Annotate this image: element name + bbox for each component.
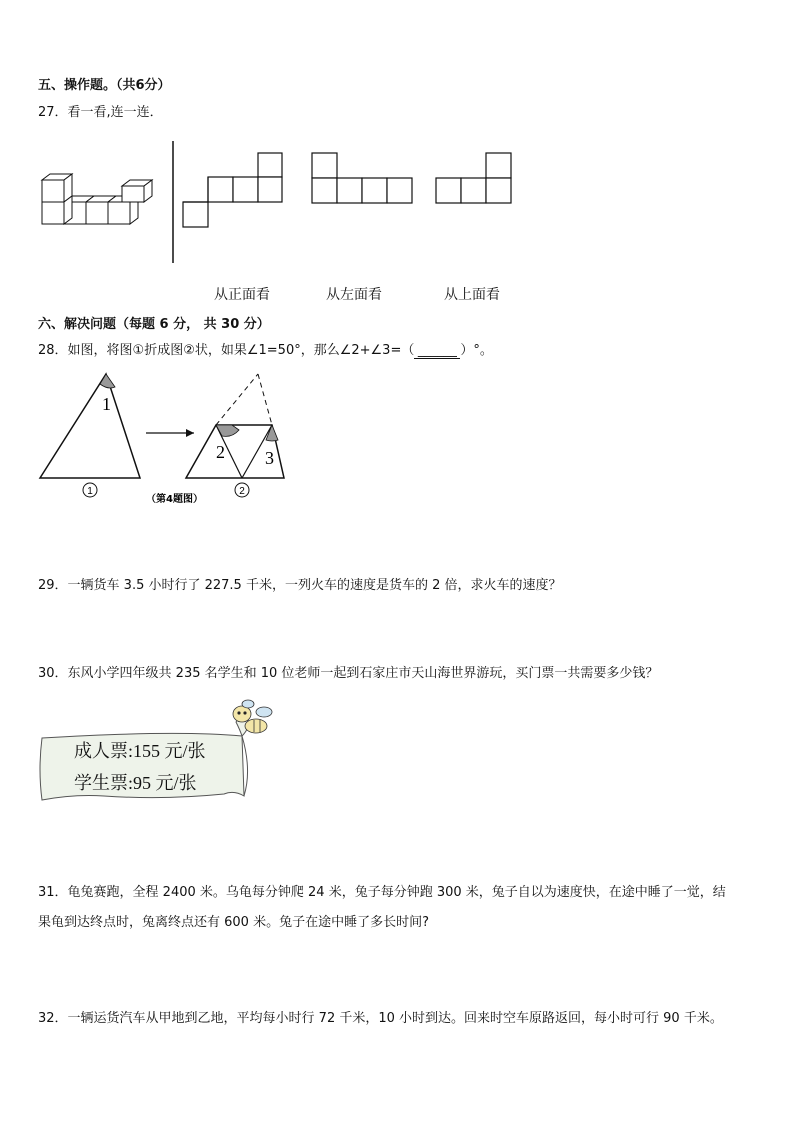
question-31-line-2: 果龟到达终点时，兔离终点还有 600 米。兔子在途中睡了多长时间? bbox=[38, 915, 429, 930]
cube-stack-figure bbox=[38, 172, 158, 232]
answer-blank[interactable]: ______ bbox=[414, 344, 460, 359]
angle-3-label: 3 bbox=[265, 448, 274, 468]
section-5-heading: 五、操作题。（共6分） bbox=[38, 78, 171, 93]
angle-1-label: 1 bbox=[102, 394, 111, 414]
question-28-prefix: 28．如图，将图①折成图②状，如果∠1=50°，那么∠2+∠3=（ bbox=[38, 343, 415, 358]
figure-2-mark: 2 bbox=[239, 486, 245, 497]
section-6-heading: 六、解决问题（每题 6 分， 共 30 分） bbox=[38, 317, 270, 332]
question-27-text: 27．看一看,连一连． bbox=[38, 105, 163, 120]
question-32-text: 32．一辆运货汽车从甲地到乙地，平均每小时行 72 千米，10 小时到达。回来时空车原路返回，每小时可行 90 千米。 bbox=[38, 1011, 723, 1026]
view-grid-a bbox=[182, 152, 284, 230]
question-28-text bbox=[38, 342, 493, 360]
angle-2-label: 2 bbox=[216, 442, 225, 462]
view-grid-b bbox=[311, 152, 415, 206]
fold-triangle-figure bbox=[36, 370, 296, 510]
figure-1-mark: 1 bbox=[87, 486, 93, 497]
question-30-text: 30．东风小学四年级共 235 名学生和 10 位老师一起到石家庄市天山海世界游玩，买门票一共需要多少钱？ bbox=[38, 666, 659, 681]
view-label-left: 从左面看 bbox=[326, 287, 382, 303]
question-28-suffix: ）°。 bbox=[460, 343, 493, 358]
question-29-text: 29．一辆货车 3.5 小时行了 227.5 千米，一列火车的速度是货车的 2 倍，求火车的速度？ bbox=[38, 578, 562, 593]
view-label-front: 从正面看 bbox=[214, 287, 270, 303]
question-31-line-1: 31．龟兔赛跑，全程 2400 米。乌龟每分钟爬 24 米，兔子每分钟跑 300 米，兔子自以为速度快，在途中睡了一觉，结 bbox=[38, 885, 726, 900]
figure-caption: （第4题图） bbox=[146, 494, 203, 505]
view-label-top: 从上面看 bbox=[444, 287, 500, 303]
vertical-divider bbox=[171, 141, 175, 263]
adult-ticket-price: 成人票:155 元/张 bbox=[74, 741, 206, 761]
view-grid-c bbox=[435, 152, 515, 206]
student-ticket-price: 学生票:95 元/张 bbox=[74, 773, 197, 793]
